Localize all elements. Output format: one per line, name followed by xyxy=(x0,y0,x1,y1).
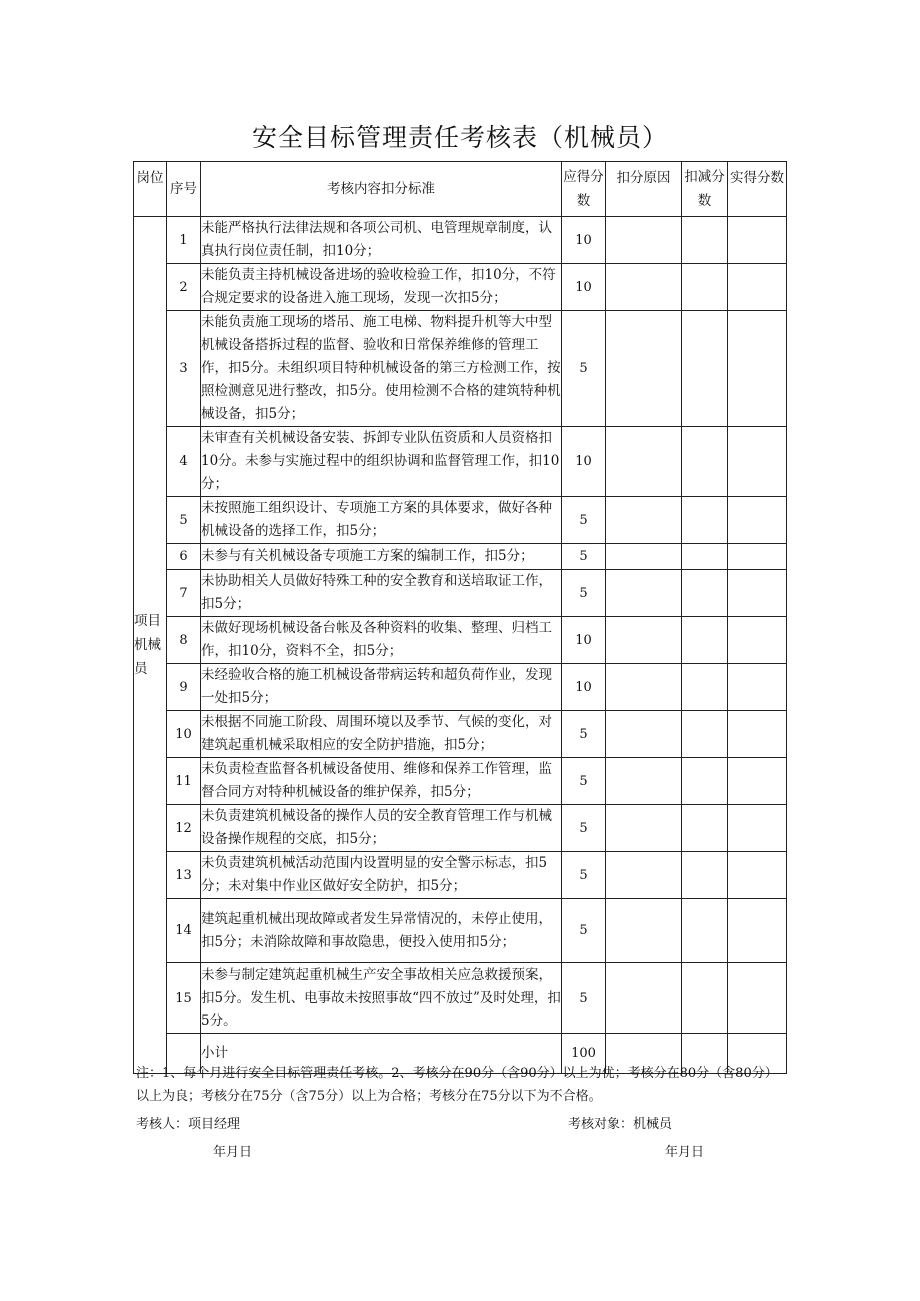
row-score: 10 xyxy=(562,664,606,711)
row-deduct-cell[interactable] xyxy=(682,664,728,711)
table-row xyxy=(134,264,787,311)
row-deduct-cell[interactable] xyxy=(682,264,728,311)
table-row xyxy=(134,805,787,852)
row-actual-cell[interactable] xyxy=(728,664,787,711)
row-deduct-cell[interactable] xyxy=(682,617,728,664)
row-content: 未协助相关人员做好特殊工种的安全教育和送培取证工作，扣5分； xyxy=(201,570,562,617)
header-post: 岗位 xyxy=(134,162,167,217)
row-actual-cell[interactable] xyxy=(728,617,787,664)
row-actual-cell[interactable] xyxy=(728,427,787,497)
row-seq: 9 xyxy=(167,664,201,711)
row-seq: 6 xyxy=(167,544,201,570)
row-content: 未负责建筑机械设备的操作人员的安全教育管理工作与机械设备操作规程的交底，扣5分； xyxy=(201,805,562,852)
subtotal-label: 小计 xyxy=(201,1034,562,1074)
row-content: 未根据不同施工阶段、周围环境以及季节、气候的变化，对建筑起重机械采取相应的安全防护措施，扣5分； xyxy=(201,711,562,758)
row-content: 未能负责主持机械设备进场的验收检验工作，扣10分，不符合规定要求的设备进入施工现场，发现一次扣5分； xyxy=(201,264,562,311)
row-deduct-cell[interactable] xyxy=(682,805,728,852)
row-reason-cell[interactable] xyxy=(606,711,682,758)
row-actual-cell[interactable] xyxy=(728,311,787,427)
row-score: 5 xyxy=(562,852,606,899)
row-actual-cell[interactable] xyxy=(728,852,787,899)
row-reason-cell[interactable] xyxy=(606,217,682,264)
table-row xyxy=(134,852,787,899)
row-content: 未能负责施工现场的塔吊、施工电梯、物料提升机等大中型机械设备搭拆过程的监督、验收和日常保养维修的管理工作，扣5分。未组织项目特种机械设备的第三方检测工作，按照检测意见进行整改，扣5分。使用检测不合格的建筑特种机械设备，扣5分； xyxy=(201,311,562,427)
header-deduct: 扣减分数 xyxy=(682,162,728,217)
row-score: 5 xyxy=(562,570,606,617)
row-seq: 5 xyxy=(167,497,201,544)
row-score: 5 xyxy=(562,711,606,758)
row-actual-cell[interactable] xyxy=(728,264,787,311)
header-row xyxy=(134,162,787,217)
date-left: 年月日 xyxy=(213,1145,253,1160)
table-row xyxy=(134,617,787,664)
row-reason-cell[interactable] xyxy=(606,963,682,1034)
row-seq: 1 xyxy=(167,217,201,264)
row-content: 未做好现场机械设备台帐及各种资料的收集、整理、归档工作，扣10分，资料不全，扣5分； xyxy=(201,617,562,664)
row-score: 5 xyxy=(562,899,606,963)
row-content: 未参与有关机械设备专项施工方案的编制工作，扣5分； xyxy=(201,544,562,570)
row-content: 未按照施工组织设计、专项施工方案的具体要求，做好各种机械设备的选择工作，扣5分； xyxy=(201,497,562,544)
row-score: 10 xyxy=(562,264,606,311)
assessment-table xyxy=(133,161,787,1074)
row-content: 未负责检查监督各机械设备使用、维修和保养工作管理，监督合同方对特种机械设备的维护保养，扣5分； xyxy=(201,758,562,805)
row-seq: 8 xyxy=(167,617,201,664)
row-reason-cell[interactable] xyxy=(606,617,682,664)
row-score: 5 xyxy=(562,497,606,544)
row-score: 5 xyxy=(562,963,606,1034)
row-seq: 11 xyxy=(167,758,201,805)
row-content: 建筑起重机械出现故障或者发生异常情况的，未停止使用，扣5分；未消除故障和事故隐患，便投入使用扣5分； xyxy=(201,899,562,963)
date-right: 年月日 xyxy=(665,1145,705,1160)
row-seq: 12 xyxy=(167,805,201,852)
row-reason-cell[interactable] xyxy=(606,852,682,899)
row-deduct-cell[interactable] xyxy=(682,758,728,805)
row-seq: 13 xyxy=(167,852,201,899)
table-row xyxy=(134,570,787,617)
row-deduct-cell[interactable] xyxy=(682,711,728,758)
row-actual-cell[interactable] xyxy=(728,711,787,758)
footnote: 注：1、每个月进行安全目标管理责任考核。2、考核分在90分（含90分）以上为优；考核分在80分（含80分）以上为良；考核分在75分（含75分）以上为合格；考核分在75分以下为不合格。 xyxy=(136,1066,772,1104)
row-reason-cell[interactable] xyxy=(606,264,682,311)
table-row xyxy=(134,217,787,264)
page-title: 安全目标管理责任考核表（机械员） xyxy=(251,123,668,152)
table-row xyxy=(134,427,787,497)
row-deduct-cell[interactable] xyxy=(682,963,728,1034)
row-actual-cell[interactable] xyxy=(728,805,787,852)
header-seq: 序号 xyxy=(167,162,201,217)
row-score: 5 xyxy=(562,758,606,805)
row-seq: 7 xyxy=(167,570,201,617)
row-actual-cell[interactable] xyxy=(728,497,787,544)
row-actual-cell[interactable] xyxy=(728,217,787,264)
assessee-label: 考核对象：机械员 xyxy=(568,1117,673,1132)
row-seq: 4 xyxy=(167,427,201,497)
row-deduct-cell[interactable] xyxy=(682,311,728,427)
row-score: 5 xyxy=(562,805,606,852)
row-reason-cell[interactable] xyxy=(606,497,682,544)
table-row xyxy=(134,311,787,427)
table-row xyxy=(134,544,787,570)
row-deduct-cell[interactable] xyxy=(682,899,728,963)
assessor-label: 考核人：项目经理 xyxy=(136,1117,241,1132)
header-due-score: 应得分数 xyxy=(562,162,606,217)
row-content: 未经验收合格的施工机械设备带病运转和超负荷作业，发现一处扣5分； xyxy=(201,664,562,711)
table-row xyxy=(134,899,787,963)
row-score: 5 xyxy=(562,311,606,427)
row-seq: 3 xyxy=(167,311,201,427)
row-seq: 15 xyxy=(167,963,201,1034)
row-seq: 10 xyxy=(167,711,201,758)
row-deduct-cell[interactable] xyxy=(682,570,728,617)
row-actual-cell[interactable] xyxy=(728,570,787,617)
header-actual: 实得分数 xyxy=(728,162,787,217)
row-reason-cell[interactable] xyxy=(606,427,682,497)
row-reason-cell[interactable] xyxy=(606,664,682,711)
row-score: 10 xyxy=(562,617,606,664)
row-reason-cell[interactable] xyxy=(606,311,682,427)
row-actual-cell[interactable] xyxy=(728,899,787,963)
row-seq: 14 xyxy=(167,899,201,963)
row-content: 未负责建筑机械活动范围内设置明显的安全警示标志，扣5分；未对集中作业区做好安全防护，扣5分； xyxy=(201,852,562,899)
row-deduct-cell[interactable] xyxy=(682,497,728,544)
row-actual-cell[interactable] xyxy=(728,758,787,805)
row-content: 未参与制定建筑起重机械生产安全事故相关应急救援预案，扣5分。发生机、电事故未按照事故“四不放过”及时处理，扣5分。 xyxy=(201,963,562,1034)
table-row xyxy=(134,497,787,544)
header-content: 考核内容扣分标准 xyxy=(201,162,562,217)
table-row xyxy=(134,711,787,758)
post-cell: 项目机械员 xyxy=(134,217,167,1074)
row-deduct-cell[interactable] xyxy=(682,544,728,570)
row-content: 未审查有关机械设备安装、拆卸专业队伍资质和人员资格扣10分。未参与实施过程中的组织协调和监督管理工作，扣10分； xyxy=(201,427,562,497)
row-reason-cell[interactable] xyxy=(606,570,682,617)
table-row xyxy=(134,963,787,1034)
row-deduct-cell[interactable] xyxy=(682,217,728,264)
row-content: 未能严格执行法律法规和各项公司机、电管理规章制度，认真执行岗位责任制，扣10分； xyxy=(201,217,562,264)
header-reason: 扣分原因 xyxy=(606,162,682,217)
table-row xyxy=(134,664,787,711)
row-deduct-cell[interactable] xyxy=(682,427,728,497)
row-actual-cell[interactable] xyxy=(728,544,787,570)
table-row xyxy=(134,758,787,805)
subtotal-score: 100 xyxy=(562,1034,606,1074)
row-reason-cell[interactable] xyxy=(606,544,682,570)
row-actual-cell[interactable] xyxy=(728,963,787,1034)
row-score: 10 xyxy=(562,217,606,264)
row-reason-cell[interactable] xyxy=(606,805,682,852)
row-reason-cell[interactable] xyxy=(606,758,682,805)
row-seq: 2 xyxy=(167,264,201,311)
row-deduct-cell[interactable] xyxy=(682,852,728,899)
row-score: 10 xyxy=(562,427,606,497)
row-reason-cell[interactable] xyxy=(606,899,682,963)
row-score: 5 xyxy=(562,544,606,570)
